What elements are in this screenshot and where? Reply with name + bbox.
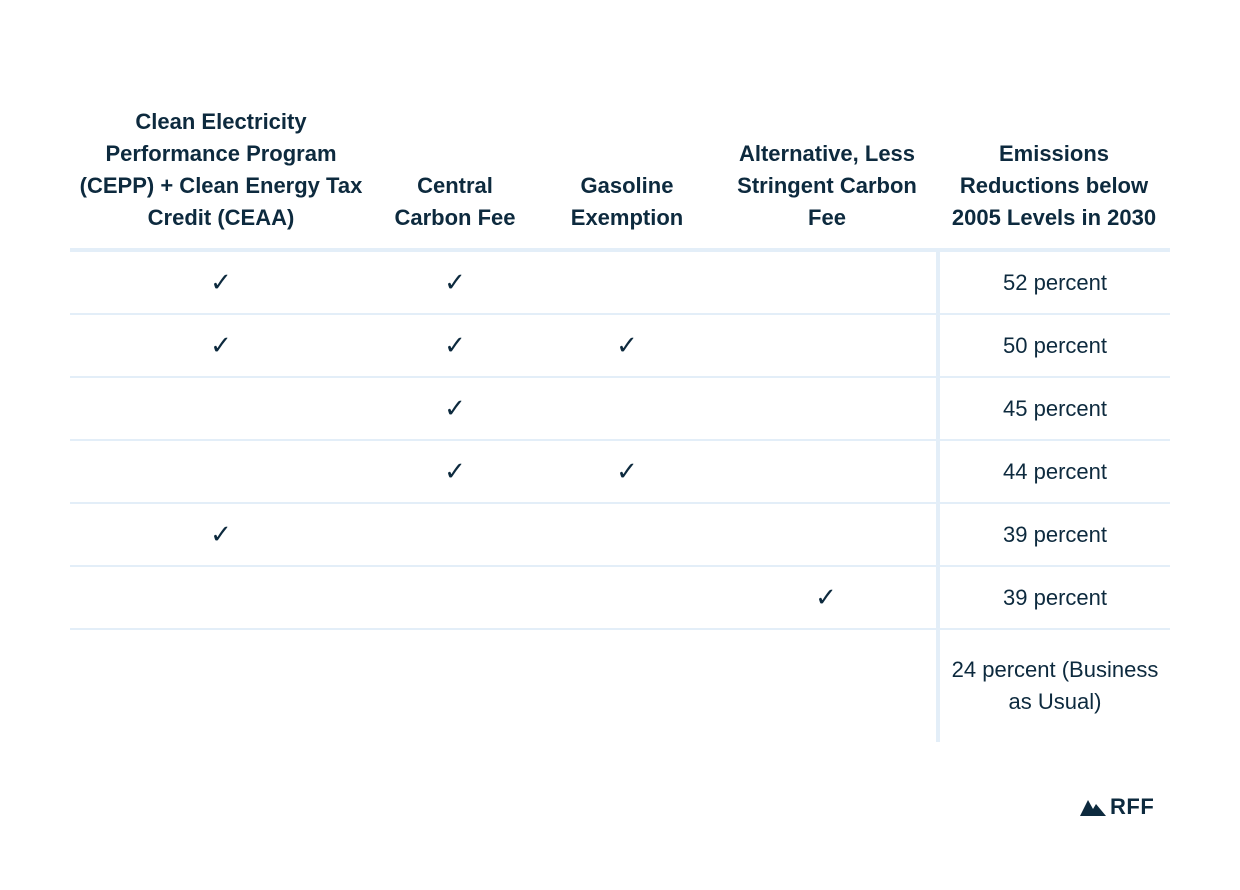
comparison-table-container xyxy=(70,100,1170,742)
policy-comparison-table xyxy=(70,100,1170,742)
checkmark-icon: ✓ xyxy=(444,267,466,298)
cell-alternative-carbon-fee xyxy=(716,440,938,503)
cell-central-carbon-fee xyxy=(372,440,538,503)
column-header-alternative-carbon-fee: Alternative, Less Stringent Carbon Fee xyxy=(737,141,917,230)
checkmark-icon: ✓ xyxy=(210,267,232,298)
column-header-emissions-reductions: Emissions Reductions below 2005 Levels in 2030 xyxy=(951,141,1157,230)
cell-cepp xyxy=(70,503,372,566)
cell-cepp xyxy=(70,566,372,629)
cell-central-carbon-fee xyxy=(372,629,538,742)
cell-emissions-reduction: 50 percent xyxy=(938,314,1170,377)
cell-cepp xyxy=(70,377,372,440)
cell-gasoline-exemption xyxy=(538,250,716,314)
brand-name: RFF xyxy=(1110,794,1155,819)
mountain-logo-icon xyxy=(1080,798,1106,816)
column-header-central-carbon-fee: Central Carbon Fee xyxy=(394,173,516,230)
checkmark-icon: ✓ xyxy=(444,393,466,424)
cell-emissions-reduction: 39 percent xyxy=(938,503,1170,566)
cell-gasoline-exemption xyxy=(538,629,716,742)
column-header-gasoline-exemption: Gasoline Exemption xyxy=(570,173,684,230)
table-header-row xyxy=(70,100,1170,250)
cell-emissions-reduction: 24 percent (Business as Usual) xyxy=(938,629,1170,742)
cell-alternative-carbon-fee xyxy=(716,377,938,440)
cell-cepp xyxy=(70,314,372,377)
cell-central-carbon-fee xyxy=(372,377,538,440)
checkmark-icon: ✓ xyxy=(616,330,638,361)
cell-central-carbon-fee xyxy=(372,503,538,566)
cell-gasoline-exemption xyxy=(538,377,716,440)
cell-cepp xyxy=(70,440,372,503)
table-row xyxy=(70,314,1170,377)
cell-alternative-carbon-fee xyxy=(716,629,938,742)
checkmark-icon: ✓ xyxy=(444,456,466,487)
table-row xyxy=(70,566,1170,629)
checkmark-icon: ✓ xyxy=(444,330,466,361)
table-row xyxy=(70,377,1170,440)
cell-gasoline-exemption xyxy=(538,314,716,377)
cell-gasoline-exemption xyxy=(538,503,716,566)
cell-alternative-carbon-fee xyxy=(716,503,938,566)
cell-emissions-reduction: 45 percent xyxy=(938,377,1170,440)
cell-gasoline-exemption xyxy=(538,440,716,503)
cell-cepp xyxy=(70,629,372,742)
cell-alternative-carbon-fee xyxy=(716,566,938,629)
cell-central-carbon-fee xyxy=(372,314,538,377)
cell-central-carbon-fee xyxy=(372,250,538,314)
cell-alternative-carbon-fee xyxy=(716,250,938,314)
table-row xyxy=(70,629,1170,742)
cell-emissions-reduction: 52 percent xyxy=(938,250,1170,314)
checkmark-icon: ✓ xyxy=(210,519,232,550)
cell-emissions-reduction: 39 percent xyxy=(938,566,1170,629)
brand-logo xyxy=(1080,792,1160,822)
cell-central-carbon-fee xyxy=(372,566,538,629)
table-row xyxy=(70,250,1170,314)
cell-alternative-carbon-fee xyxy=(716,314,938,377)
table-row xyxy=(70,440,1170,503)
table-row xyxy=(70,503,1170,566)
checkmark-icon: ✓ xyxy=(815,582,837,613)
cell-gasoline-exemption xyxy=(538,566,716,629)
checkmark-icon: ✓ xyxy=(210,330,232,361)
checkmark-icon: ✓ xyxy=(616,456,638,487)
column-header-cepp: Clean Electricity Performance Program (CEPP) + Clean Energy Tax Credit (CEAA) xyxy=(79,109,363,230)
table-body xyxy=(70,250,1170,742)
cell-emissions-reduction: 44 percent xyxy=(938,440,1170,503)
cell-cepp xyxy=(70,250,372,314)
